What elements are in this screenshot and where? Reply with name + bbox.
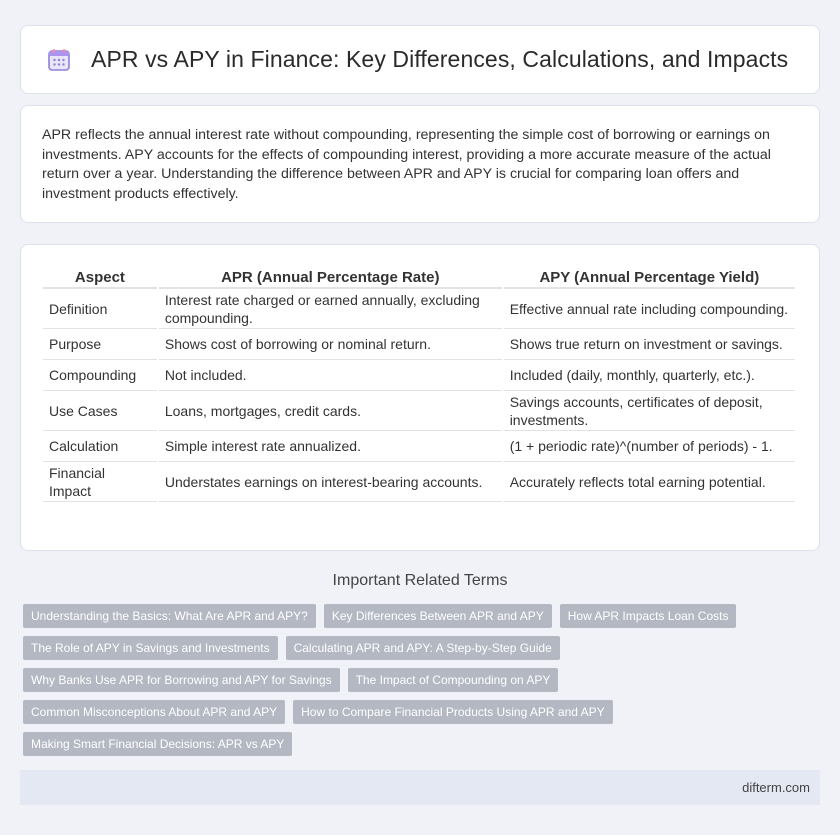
comparison-table: [41, 264, 797, 502]
table-cell-apr: Understates earnings on interest-bearing accounts.: [159, 462, 502, 502]
related-term-tag[interactable]: The Impact of Compounding on APY: [348, 668, 559, 692]
related-term-tag[interactable]: Why Banks Use APR for Borrowing and APY for Savings: [23, 668, 340, 692]
table-cell-apr: Interest rate charged or earned annually, excluding compounding.: [159, 289, 502, 329]
comparison-card: [20, 244, 820, 551]
related-term-tag[interactable]: Calculating APR and APY: A Step-by-Step Guide: [286, 636, 560, 660]
page-footer: [20, 770, 820, 805]
related-term-tag[interactable]: The Role of APY in Savings and Investments: [23, 636, 278, 660]
intro-card: [20, 105, 820, 223]
related-terms-list: [23, 604, 823, 764]
table-row: [43, 462, 795, 502]
table-cell-apr: Simple interest rate annualized.: [159, 431, 502, 462]
page-title: APR vs APY in Finance: Key Differences, Calculations, and Impacts: [91, 46, 789, 72]
table-cell-apy: Shows true return on investment or savings.: [504, 329, 795, 360]
intro-text: APR reflects the annual interest rate without compounding, representing the simple cost of borrowing or earnings on investments. APY accounts for the effects of compounding interest, providing a more accurate measure of the actual return over a year. Understanding the difference between APR and APY is crucial for comparing loan offers and investment products effectively.: [42, 127, 771, 202]
table-row: [43, 431, 795, 462]
footer-site-link[interactable]: difterm.com: [742, 780, 810, 795]
related-term-tag[interactable]: How to Compare Financial Products Using APR and APY: [293, 700, 612, 724]
table-cell-apy: Accurately reflects total earning potential.: [504, 462, 795, 502]
column-header-aspect: Aspect: [43, 264, 157, 289]
column-header-apr: APR (Annual Percentage Rate): [159, 264, 502, 289]
table-row: [43, 329, 795, 360]
table-header-row: [43, 264, 795, 289]
related-term-tag[interactable]: Understanding the Basics: What Are APR and APY?: [23, 604, 316, 628]
table-cell-apr: Not included.: [159, 360, 502, 391]
table-cell-apr: Loans, mortgages, credit cards.: [159, 391, 502, 431]
related-term-tag[interactable]: How APR Impacts Loan Costs: [560, 604, 737, 628]
calendar-icon: [47, 48, 71, 72]
table-cell-apy: (1 + periodic rate)^(number of periods) - 1.: [504, 431, 795, 462]
table-cell-aspect: Purpose: [43, 329, 157, 360]
related-term-tag[interactable]: Common Misconceptions About APR and APY: [23, 700, 285, 724]
table-cell-aspect: Definition: [43, 289, 157, 329]
table-cell-apy: Effective annual rate including compounding.: [504, 289, 795, 329]
related-terms-title: Important Related Terms: [332, 572, 508, 589]
table-row: [43, 360, 795, 391]
table-cell-aspect: Compounding: [43, 360, 157, 391]
table-cell-apy: Savings accounts, certificates of deposit, investments.: [504, 391, 795, 431]
table-row: [43, 289, 795, 329]
table-cell-apy: Included (daily, monthly, quarterly, etc.).: [504, 360, 795, 391]
table-cell-aspect: Use Cases: [43, 391, 157, 431]
table-row: [43, 391, 795, 431]
page-header: [20, 25, 820, 94]
related-term-tag[interactable]: Making Smart Financial Decisions: APR vs APY: [23, 732, 292, 756]
column-header-apy: APY (Annual Percentage Yield): [504, 264, 795, 289]
related-term-tag[interactable]: Key Differences Between APR and APY: [324, 604, 552, 628]
table-cell-apr: Shows cost of borrowing or nominal return.: [159, 329, 502, 360]
table-cell-aspect: Financial Impact: [43, 462, 157, 502]
table-cell-aspect: Calculation: [43, 431, 157, 462]
